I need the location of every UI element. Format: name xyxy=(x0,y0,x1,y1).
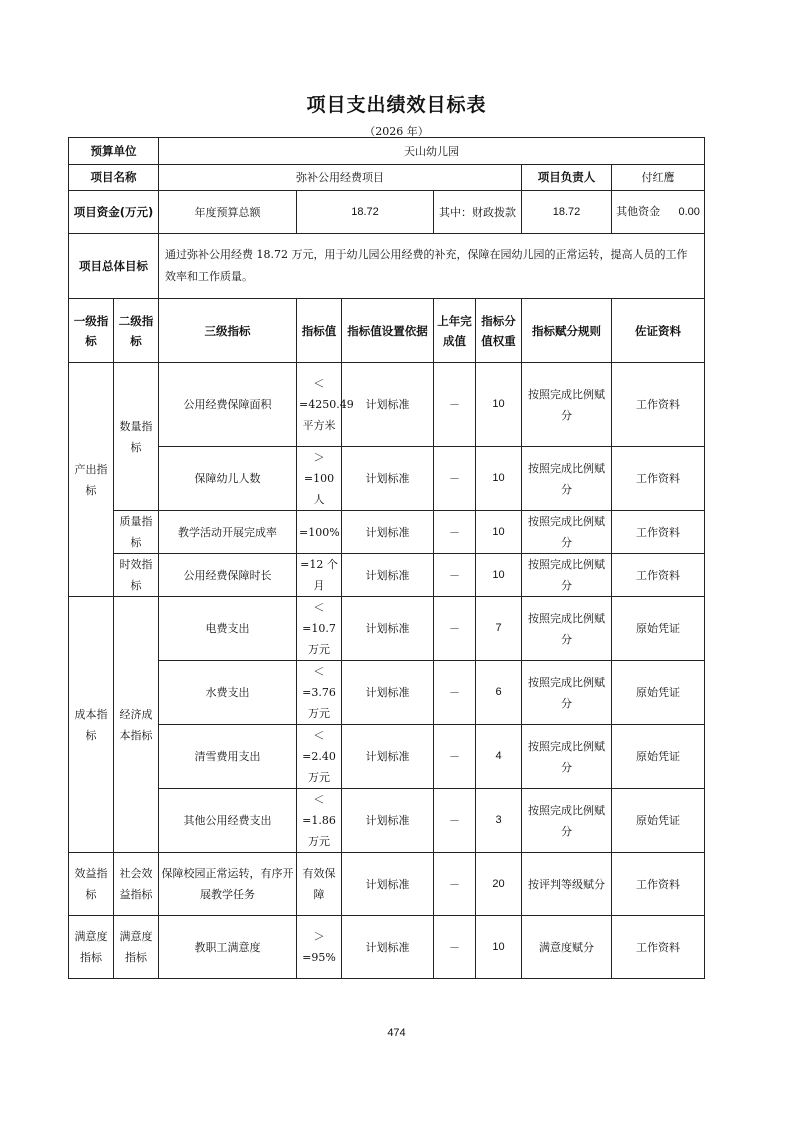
goal-text: 通过弥补公用经费 18.72 万元，用于幼儿园公用经费的补充，保障在园幼儿园的正常运转，提高人员的工作效率和工作质量。 xyxy=(159,234,705,299)
row-basis: 计划标准 xyxy=(342,597,434,661)
header-level1: 一级指标 xyxy=(69,299,114,363)
row-evidence: 工作资料 xyxy=(612,853,705,916)
page-title: 项目支出绩效目标表 xyxy=(306,94,487,116)
header-evidence: 佐证资料 xyxy=(612,299,705,363)
row-name: 水费支出 xyxy=(159,661,297,725)
row-weight: 10 xyxy=(476,511,522,554)
row-weight: 3 xyxy=(476,789,522,853)
row-last: － xyxy=(434,853,476,916)
row-weight: 4 xyxy=(476,725,522,789)
row-rule: 按照完成比例赋分 xyxy=(522,661,612,725)
row-weight: 6 xyxy=(476,661,522,725)
annual-total-label: 年度预算总额 xyxy=(159,191,297,234)
finance-allocation-label: 其中：财政拨款 xyxy=(434,191,522,234)
row-rule: 按照完成比例赋分 xyxy=(522,554,612,597)
row-basis: 计划标准 xyxy=(342,363,434,447)
row-basis: 计划标准 xyxy=(342,447,434,511)
subgroup-quantity: 数量指标 xyxy=(114,363,159,511)
row-value: ＜=4250.49 平方米 xyxy=(297,363,342,447)
row-weight: 10 xyxy=(476,363,522,447)
row-basis: 计划标准 xyxy=(342,789,434,853)
row-name: 清雪费用支出 xyxy=(159,725,297,789)
row-rule: 按照完成比例赋分 xyxy=(522,363,612,447)
row-rule: 按照完成比例赋分 xyxy=(522,789,612,853)
row-weight: 20 xyxy=(476,853,522,916)
row-basis: 计划标准 xyxy=(342,916,434,979)
row-value: ＜=3.76 万元 xyxy=(297,661,342,725)
row-rule: 按照完成比例赋分 xyxy=(522,725,612,789)
header-rule: 指标赋分规则 xyxy=(522,299,612,363)
row-last: － xyxy=(434,363,476,447)
row-last: － xyxy=(434,554,476,597)
row-last: － xyxy=(434,725,476,789)
row-evidence: 原始凭证 xyxy=(612,597,705,661)
row-rule: 满意度赋分 xyxy=(522,916,612,979)
finance-allocation-value: 18.72 xyxy=(522,191,612,234)
row-evidence: 工作资料 xyxy=(612,511,705,554)
budget-unit-value: 天山幼儿园 xyxy=(159,138,705,165)
other-funds-value: 0.00 xyxy=(678,205,700,218)
row-last: － xyxy=(434,789,476,853)
project-manager-value: 付红鹰 xyxy=(612,165,705,191)
row-value: ＞=100 人 xyxy=(297,447,342,511)
subgroup-social-benefit: 社会效益指标 xyxy=(114,853,159,916)
header-value: 指标值 xyxy=(297,299,342,363)
group-satisfaction: 满意度指标 xyxy=(69,916,114,979)
other-funds-cell xyxy=(612,191,705,234)
row-name: 保障幼儿人数 xyxy=(159,447,297,511)
row-evidence: 原始凭证 xyxy=(612,725,705,789)
other-funds-label: 其他资金 xyxy=(616,205,661,218)
row-basis: 计划标准 xyxy=(342,554,434,597)
row-value: ＜=10.7 万元 xyxy=(297,597,342,661)
row-rule: 按照完成比例赋分 xyxy=(522,597,612,661)
subgroup-quality: 质量指标 xyxy=(114,511,159,554)
row-weight: 10 xyxy=(476,554,522,597)
project-name-value: 弥补公用经费项目 xyxy=(159,165,522,191)
row-basis: 计划标准 xyxy=(342,511,434,554)
row-basis: 计划标准 xyxy=(342,661,434,725)
row-name: 教职工满意度 xyxy=(159,916,297,979)
header-weight: 指标分值权重 xyxy=(476,299,522,363)
project-funds-label: 项目资金(万元) xyxy=(69,191,159,234)
header-last-year: 上年完成值 xyxy=(434,299,476,363)
row-rule: 按照完成比例赋分 xyxy=(522,511,612,554)
row-weight: 7 xyxy=(476,597,522,661)
goal-label: 项目总体目标 xyxy=(69,234,159,299)
row-weight: 10 xyxy=(476,916,522,979)
project-name-label: 项目名称 xyxy=(69,165,159,191)
row-evidence: 工作资料 xyxy=(612,554,705,597)
project-manager-label: 项目负责人 xyxy=(522,165,612,191)
row-last: － xyxy=(434,447,476,511)
row-evidence: 工作资料 xyxy=(612,363,705,447)
row-weight: 10 xyxy=(476,447,522,511)
row-value: =100% xyxy=(297,511,342,554)
row-evidence: 原始凭证 xyxy=(612,661,705,725)
subgroup-satisfaction: 满意度指标 xyxy=(114,916,159,979)
row-value: ＜=1.86 万元 xyxy=(297,789,342,853)
row-evidence: 工作资料 xyxy=(612,916,705,979)
row-value: ＜=2.40 万元 xyxy=(297,725,342,789)
row-name: 保障校园正常运转，有序开展教学任务 xyxy=(159,853,297,916)
group-cost: 成本指标 xyxy=(69,597,114,853)
header-level3: 三级指标 xyxy=(159,299,297,363)
report-year: （2026 年） xyxy=(364,125,429,138)
row-basis: 计划标准 xyxy=(342,853,434,916)
row-evidence: 工作资料 xyxy=(612,447,705,511)
header-level2: 二级指标 xyxy=(114,299,159,363)
group-benefit: 效益指标 xyxy=(69,853,114,916)
row-evidence: 原始凭证 xyxy=(612,789,705,853)
header-basis: 指标值设置依据 xyxy=(342,299,434,363)
row-last: － xyxy=(434,597,476,661)
row-name: 公用经费保障时长 xyxy=(159,554,297,597)
annual-total-value: 18.72 xyxy=(297,191,434,234)
budget-unit-label: 预算单位 xyxy=(69,138,159,165)
performance-goal-table xyxy=(68,137,705,979)
row-basis: 计划标准 xyxy=(342,725,434,789)
page-number: 474 xyxy=(387,1027,406,1039)
row-rule: 按评判等级赋分 xyxy=(522,853,612,916)
row-value: ＞=95% xyxy=(297,916,342,979)
group-output: 产出指标 xyxy=(69,363,114,597)
row-name: 电费支出 xyxy=(159,597,297,661)
subgroup-timeliness: 时效指标 xyxy=(114,554,159,597)
row-value: =12 个月 xyxy=(297,554,342,597)
row-rule: 按照完成比例赋分 xyxy=(522,447,612,511)
row-last: － xyxy=(434,916,476,979)
subgroup-economic-cost: 经济成本指标 xyxy=(114,597,159,853)
row-name: 其他公用经费支出 xyxy=(159,789,297,853)
row-name: 公用经费保障面积 xyxy=(159,363,297,447)
row-last: － xyxy=(434,511,476,554)
row-last: － xyxy=(434,661,476,725)
row-value: 有效保障 xyxy=(297,853,342,916)
row-name: 教学活动开展完成率 xyxy=(159,511,297,554)
